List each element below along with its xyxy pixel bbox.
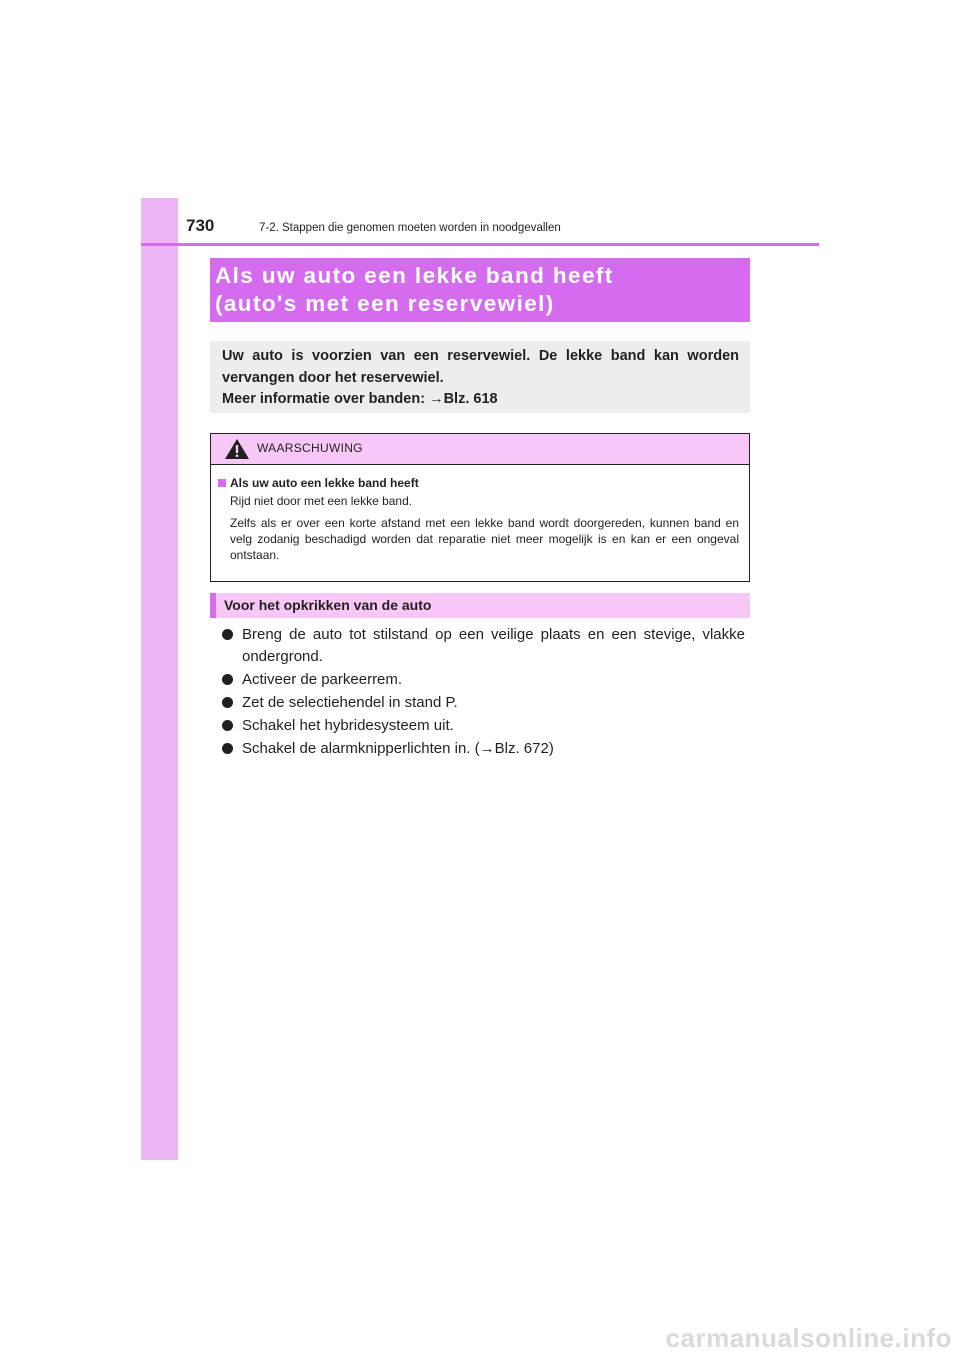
list-item <box>222 738 745 760</box>
bullet-dot-icon <box>222 697 233 708</box>
warning-header <box>211 434 749 465</box>
page-number: 730 <box>186 216 215 235</box>
list-item-text: Zet de selectiehendel in stand P. <box>242 694 458 711</box>
side-strip <box>141 198 178 1160</box>
intro-box <box>210 341 750 413</box>
list-item <box>222 715 745 737</box>
intro-line-3: Meer informatie over banden: →Blz. 618 <box>222 391 498 407</box>
list-item-text: Schakel het hybridesysteem uit. <box>242 717 454 734</box>
list-item-text: Breng de auto tot stilstand op een veilige plaats en een stevige, vlakke ondergrond. <box>242 626 745 665</box>
header-rule <box>141 243 819 246</box>
warning-body <box>211 465 749 563</box>
list-item-text: Schakel de alarmknipperlichten in. (→Blz. 672) <box>242 740 554 757</box>
bullet-dot-icon <box>222 743 233 754</box>
warning-paragraph-2: Zelfs als er over een korte afstand met een lekke band wordt doorgereden, kunnen band en velg zodanig beschadigd worden dat reparatie niet meer mogelijk is en kan er een ongeval ontstaan. <box>230 516 739 562</box>
warning-triangle-icon <box>224 438 250 460</box>
warning-subtitle <box>218 475 739 491</box>
intro-line-2: vervangen door het reservewiel. <box>222 369 444 386</box>
title-line-2: (auto's met een reservewiel) <box>215 291 555 316</box>
chapter-title: 7-2. Stappen die genomen moeten worden in noodgevallen <box>259 222 561 234</box>
steps-list <box>222 624 745 761</box>
warning-box <box>210 433 750 582</box>
bullet-dot-icon <box>222 674 233 685</box>
list-item <box>222 692 745 714</box>
square-bullet-icon <box>218 479 226 487</box>
list-item <box>222 624 745 668</box>
watermark: carmanualsonline.info <box>665 1323 952 1353</box>
subsection-heading: Voor het opkrikken van de auto <box>210 593 750 618</box>
intro-line-1: Uw auto is voorzien van een reservewiel. De lekke band kan worden <box>222 348 739 364</box>
list-item <box>222 669 745 691</box>
warning-paragraph-1: Rijd niet door met een lekke band. <box>230 494 413 508</box>
bullet-dot-icon <box>222 629 233 640</box>
list-item-text: Activeer de parkeerrem. <box>242 671 403 688</box>
bullet-dot-icon <box>222 720 233 731</box>
warning-label: WAARSCHUWING <box>257 441 363 455</box>
warning-subtitle-text: Als uw auto een lekke band heeft <box>230 476 419 490</box>
title-line-1: Als uw auto een lekke band heeft <box>215 263 614 288</box>
section-title-box <box>210 258 750 322</box>
